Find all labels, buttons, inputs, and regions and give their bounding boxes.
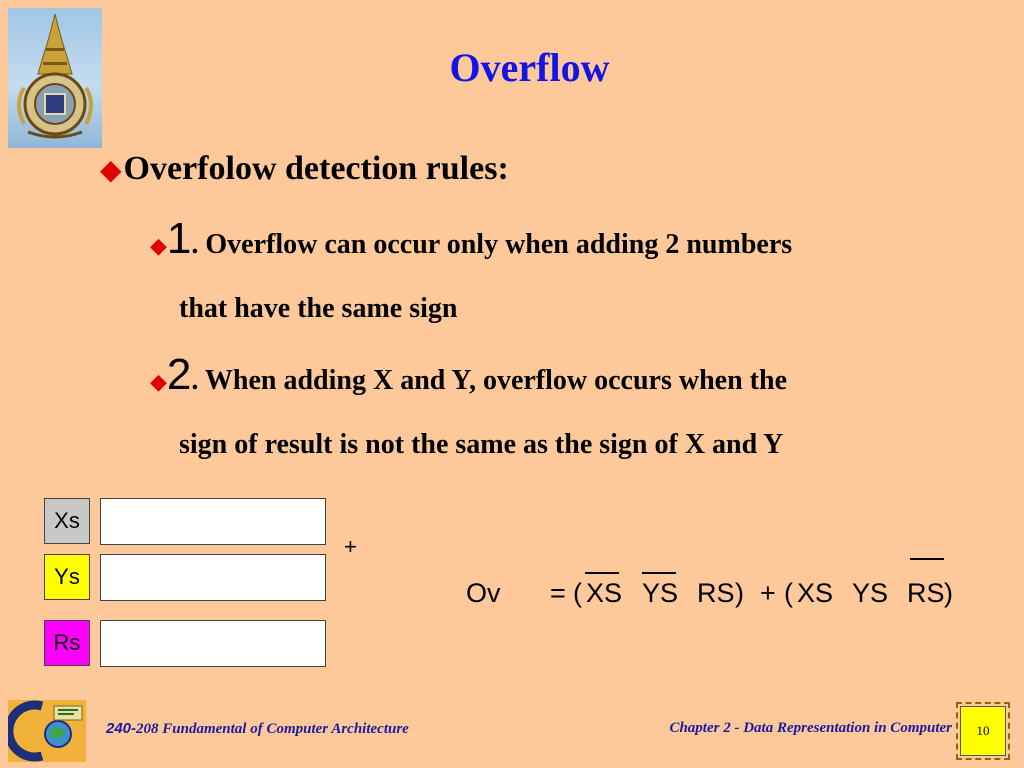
page-number-chip: 10 xyxy=(960,706,1006,756)
rule-2-line-2: sign of result is not the same as the sign of X and Y xyxy=(179,429,784,460)
register-box-y xyxy=(100,554,326,601)
formula-open-paren-1: ( xyxy=(573,578,582,608)
overbar-rs-2 xyxy=(910,558,944,560)
rule-2-line-1 xyxy=(150,350,787,414)
formula-ov: Ov xyxy=(466,578,501,608)
diamond-bullet-icon: ◆ xyxy=(100,153,122,186)
diamond-bullet-icon: ◆ xyxy=(150,234,167,259)
rule-text: . Overflow can occur only when adding 2 numbers xyxy=(191,229,793,260)
formula-xs-2: XS xyxy=(797,578,834,608)
register-label-ys: Ys xyxy=(44,554,90,600)
register-box-x xyxy=(100,498,326,545)
formula-equals: = xyxy=(550,578,566,608)
formula-rs-2: RS xyxy=(907,578,945,608)
formula-plus: + xyxy=(760,578,776,608)
rule-1-line-2: that have the same sign xyxy=(179,293,458,324)
overbar-ys-1 xyxy=(642,572,676,574)
plus-operator: + xyxy=(344,534,357,559)
formula-close-paren-2: ) xyxy=(944,578,953,608)
faculty-globe-logo xyxy=(8,700,86,762)
formula-ys-2: YS xyxy=(852,578,889,608)
overbar-xs-1 xyxy=(585,572,619,574)
slide-title: Overflow xyxy=(449,45,610,90)
formula-close-paren-1: ) xyxy=(735,578,744,608)
rule-number: 1 xyxy=(166,214,192,263)
rule-number: 2 xyxy=(166,350,192,399)
course-title: 208 Fundamental of Computer Architecture xyxy=(136,721,409,737)
register-label-rs: Rs xyxy=(44,620,90,666)
bullet-detection-rules xyxy=(100,150,509,188)
register-box-r xyxy=(100,620,326,667)
course-number: 240- xyxy=(106,720,137,737)
rule-text: . When adding X and Y, overflow occurs when the xyxy=(191,365,787,396)
heading-text: Overfolow detection rules: xyxy=(123,150,509,187)
diamond-bullet-icon: ◆ xyxy=(150,370,167,395)
formula-open-paren-2: ( xyxy=(784,578,793,608)
formula-xs-1: XS xyxy=(586,578,623,608)
chapter-footer-text: Chapter 2 - Data Representation in Computer xyxy=(669,720,952,736)
register-label-xs: Xs xyxy=(44,498,90,544)
formula-rs-1: RS xyxy=(697,578,735,608)
rule-1-line-1 xyxy=(150,214,792,278)
formula-ys-1: YS xyxy=(642,578,679,608)
course-footer-text xyxy=(106,720,409,738)
